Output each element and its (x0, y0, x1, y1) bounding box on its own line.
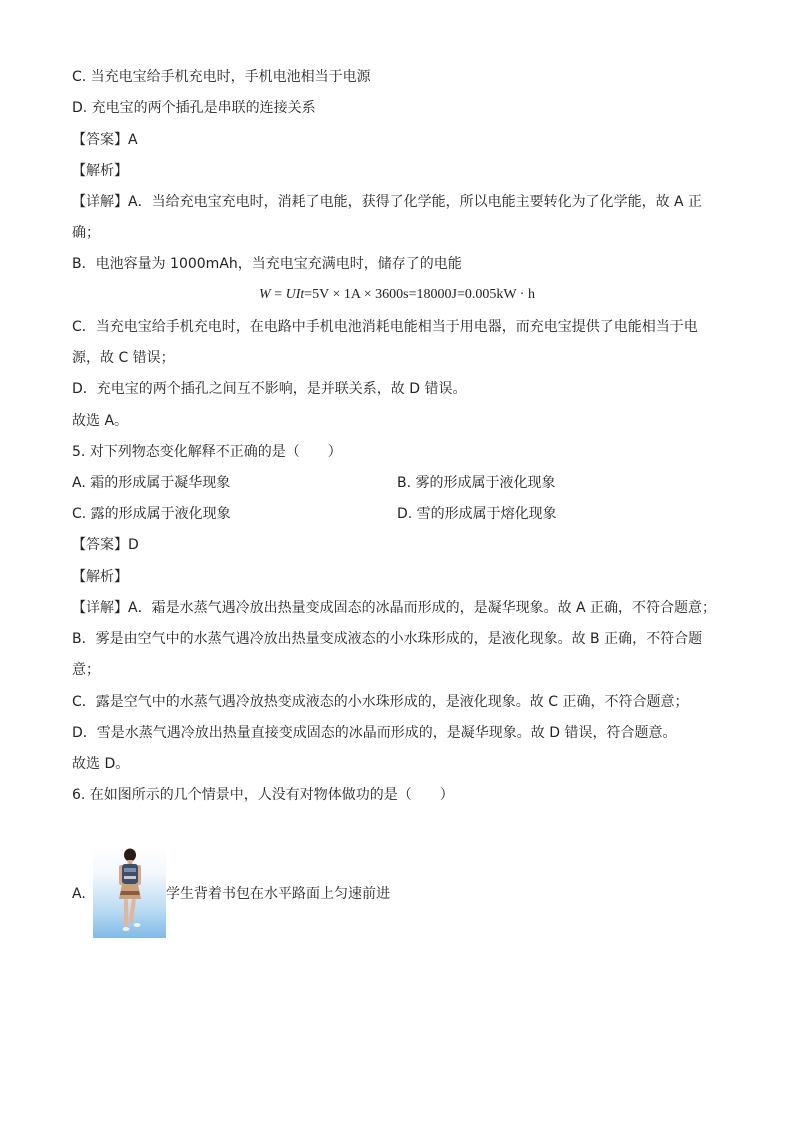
energy-formula (0, 285, 794, 305)
q5-answer-label: 【答案】D (72, 537, 139, 553)
explanation-d: D．充电宝的两个插孔之间互不影响，是并联关系，故 D 错误。 (72, 381, 467, 397)
q5-explanation-d: D．雪是水蒸气遇冷放出热量直接变成固态的冰晶而形成的，是凝华现象。故 D 错误，符合题意。 (72, 725, 677, 741)
q5-conclusion: 故选 D。 (72, 756, 130, 772)
q5-option-b: B. 雾的形成属于液化现象 (397, 475, 556, 491)
option-d-text: D. 充电宝的两个插孔是串联的连接关系 (72, 100, 316, 116)
explanation-b: B．电池容量为 1000mAh，当充电宝充满电时，储存了的电能 (72, 256, 462, 272)
q5-option-a: A. 霜的形成属于凝华现象 (72, 475, 231, 491)
student-walking-illustration (93, 846, 166, 938)
explanation-c: C．当充电宝给手机充电时，在电路中手机电池消耗电能相当于用电器，而充电宝提供了电能相当于电 (72, 319, 698, 335)
student-backpack-figure (93, 846, 166, 938)
q5-explanation-b-cont: 意； (72, 662, 100, 678)
q5-option-c: C. 露的形成属于液化现象 (72, 506, 231, 522)
question-6: 6. 在如图所示的几个情景中，人没有对物体做功的是（ ） (72, 787, 454, 803)
q6-option-a-label: A. (72, 886, 86, 902)
answer-label: 【答案】A (72, 132, 138, 148)
option-c-text: C. 当充电宝给手机充电时，手机电池相当于电源 (72, 69, 371, 85)
conclusion: 故选 A。 (72, 413, 129, 429)
q5-explanation-a: 【详解】A．霜是水蒸气遇冷放出热量变成固态的冰晶而形成的，是凝华现象。故 A 正确，不符合题意； (72, 600, 717, 616)
explanation-a-cont: 确； (72, 225, 100, 241)
formula-var-w: W (259, 287, 271, 302)
q6-option-a-text: 学生背着书包在水平路面上匀速前进 (166, 886, 390, 902)
q5-explanation-c: C．露是空气中的水蒸气遇冷放热变成液态的小水珠形成的，是液化现象。故 C 正确，不符合题意； (72, 694, 689, 710)
q5-explanation-b: B．雾是由空气中的水蒸气遇冷放出热量变成液态的小水珠形成的，是液化现象。故 B 正确，不符合题 (72, 631, 703, 647)
question-5: 5. 对下列物态变化解释不正确的是（ ） (72, 444, 342, 460)
formula-var-uit: UIt (285, 287, 305, 302)
analysis-label: 【解析】 (72, 163, 128, 179)
explanation-c-cont: 源，故 C 错误； (72, 350, 175, 366)
q5-analysis-label: 【解析】 (72, 569, 128, 585)
explanation-a: 【详解】A．当给充电宝充电时，消耗了电能，获得了化学能，所以电能主要转化为了化学能，故 A 正 (72, 194, 703, 210)
q5-option-d: D. 雪的形成属于熔化现象 (397, 506, 557, 522)
formula-rest: =5V × 1A × 3600s=18000J=0.005kW · h (304, 287, 535, 302)
formula-eq: = (270, 287, 286, 302)
